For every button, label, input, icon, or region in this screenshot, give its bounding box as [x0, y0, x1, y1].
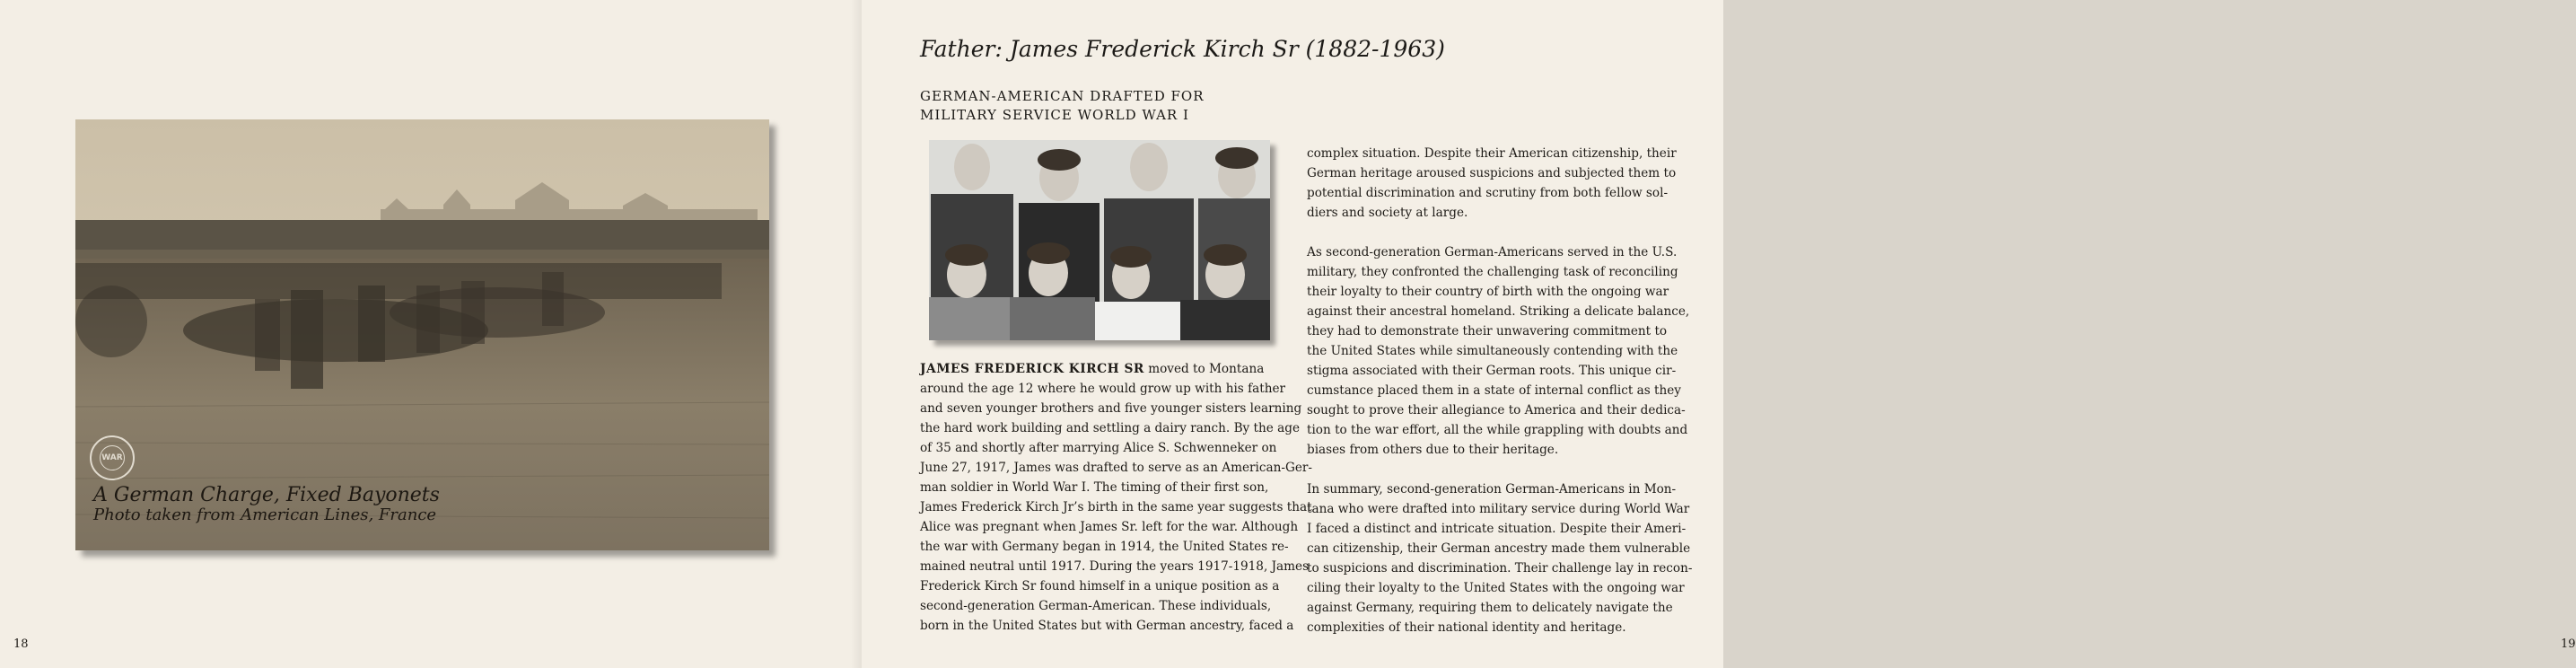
- family-photo: [929, 140, 1270, 340]
- body-line: cumstance placed them in a state of internal conflict as they: [1307, 383, 1681, 398]
- body-line: and seven younger brothers and five younger sisters learning: [920, 401, 1302, 416]
- body-line: biases from others due to their heritage.: [1307, 443, 1559, 457]
- body-line: to suspicions and discrimination. Their challenge lay in recon-: [1307, 561, 1693, 576]
- text-column-right: [1307, 144, 1693, 637]
- chapter-title: Father: James Frederick Kirch Sr (1882-1963): [920, 36, 1445, 62]
- family-photo-image: [929, 140, 1270, 340]
- photo-caption-line2: Photo taken from American Lines, France: [93, 505, 437, 524]
- body-line: ciling their loyalty to the United States with the ongoing war: [1307, 581, 1685, 595]
- subtitle-line2: MILITARY SERVICE WORLD WAR I: [920, 107, 1189, 123]
- page-number-left: 18: [13, 637, 29, 651]
- body-line: second-generation German-American. These individuals,: [920, 599, 1272, 613]
- body-line: June 27, 1917, James was drafted to serve as an American-Ger-: [920, 461, 1312, 475]
- photo-caption-line1: A German Charge, Fixed Bayonets: [93, 484, 440, 506]
- body-line: German heritage aroused suspicions and subjected them to: [1307, 166, 1677, 180]
- body-line: the war with Germany began in 1914, the United States re-: [920, 540, 1289, 554]
- paragraph-lead-line: JAMES FREDERICK KIRCH SR moved to Montana: [920, 362, 1265, 376]
- lead-name: JAMES FREDERICK KIRCH SR: [920, 362, 1144, 376]
- war-photo: [75, 119, 769, 550]
- body-line: James Frederick Kirch Jr’s birth in the same year suggests that: [920, 500, 1312, 514]
- paragraph-gap: [1307, 460, 1675, 479]
- body-line: Frederick Kirch Sr found himself in a unique position as a: [920, 579, 1280, 593]
- body-line: tion to the war effort, all the while grappling with doubts and: [1307, 423, 1688, 437]
- body-line: diers and society at large.: [1307, 206, 1468, 220]
- body-line: sought to prove their allegiance to America and their dedica-: [1307, 403, 1686, 418]
- body-line: military, they confronted the challenging task of reconciling: [1307, 265, 1678, 279]
- body-line: against their ancestral homeland. Striking a delicate balance,: [1307, 304, 1690, 319]
- body-line: around the age 12 where he would grow up with his father: [920, 382, 1285, 396]
- body-line: In summary, second-generation German-Americans in Mon-: [1307, 482, 1677, 497]
- body-line: against Germany, requiring them to delicately navigate the: [1307, 601, 1673, 615]
- body-line: complex situation. Despite their American citizenship, their: [1307, 146, 1677, 161]
- body-line: I faced a distinct and intricate situation. Despite their Ameri-: [1307, 522, 1687, 536]
- body-line: the hard work building and settling a dairy ranch. By the age: [920, 421, 1300, 435]
- body-line: their loyalty to their country of birth with the ongoing war: [1307, 285, 1669, 299]
- right-page: [862, 0, 2576, 668]
- body-line: mained neutral until 1917. During the years 1917-1918, James: [920, 559, 1310, 574]
- body-line: they had to demonstrate their unwavering commitment to: [1307, 324, 1668, 338]
- paragraph-gap: [1307, 223, 1675, 242]
- body-line: Alice was pregnant when James Sr. left for the war. Although: [920, 520, 1299, 534]
- left-page: [0, 0, 862, 668]
- body-line: of 35 and shortly after marrying Alice S. Schwenneker on: [920, 441, 1277, 455]
- body-line: can citizenship, their German ancestry made them vulnerable: [1307, 541, 1691, 556]
- body-line: born in the United States but with German ancestry, faced a: [920, 619, 1294, 633]
- text-column-left: [920, 359, 1312, 636]
- body-line: potential discrimination and scrutiny from both fellow sol-: [1307, 186, 1669, 200]
- body-line: man soldier in World War I. The timing of their first son,: [920, 480, 1269, 495]
- body-line: the United States while simultaneously contending with the: [1307, 344, 1678, 358]
- body-line: stigma associated with their German roots. This unique cir-: [1307, 364, 1677, 378]
- section-subtitle: [920, 87, 1204, 125]
- body-line: As second-generation German-Americans served in the U.S.: [1307, 245, 1678, 259]
- body-line: tana who were drafted into military service during World War: [1307, 502, 1690, 516]
- war-photo-stamp: WAR: [90, 435, 135, 480]
- page-number-right: 19: [2561, 637, 2576, 651]
- body-line: complexities of their national identity and heritage.: [1307, 620, 1626, 635]
- subtitle-line1: GERMAN-AMERICAN DRAFTED FOR: [920, 88, 1205, 104]
